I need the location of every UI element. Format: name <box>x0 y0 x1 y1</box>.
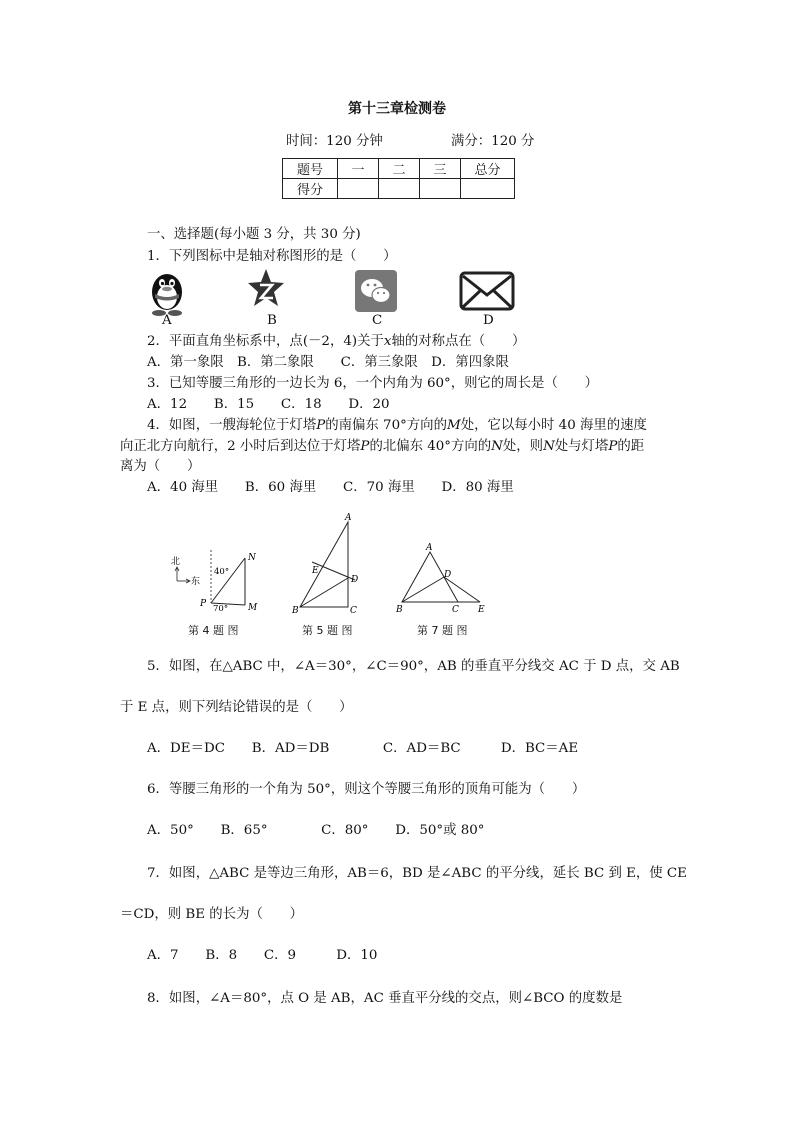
figure-7-caption: 第 7 题 图 <box>417 624 468 637</box>
point-label: P <box>316 418 326 433</box>
question-7-options: A．7 B．8 C．9 D．10 <box>147 948 378 963</box>
question-4-line-1 <box>147 414 647 433</box>
q4-text: 处，则 <box>502 439 544 454</box>
score-input-cell[interactable] <box>338 179 379 199</box>
question-5-line-2: 于 E 点，则下列结论错误的是（ ） <box>120 700 353 715</box>
point-a-label: A <box>426 543 433 553</box>
angle-70-label: 70° <box>213 604 229 614</box>
question-3-options: A．12 B．15 C．18 D．20 <box>147 397 390 412</box>
q4-text: 处与灯塔 <box>554 439 609 454</box>
page-title: 第十三章检测卷 <box>348 101 446 117</box>
table-cell: 得分 <box>283 179 338 199</box>
figure-7 <box>392 540 492 615</box>
question-4-line-2 <box>120 435 644 454</box>
figure-5 <box>288 512 368 617</box>
figure-5-caption: 第 5 题 图 <box>302 624 353 637</box>
point-e-label: E <box>312 566 319 576</box>
score-input-cell[interactable] <box>461 179 515 199</box>
table-cell: 二 <box>379 159 420 179</box>
east-label: 东 <box>191 577 201 587</box>
wechat-icon <box>355 270 397 312</box>
question-8-line-1: 8．如图，∠A＝80°，点 O 是 AB，AC 垂直平分线的交点，则∠BCO 的度数是 <box>147 991 623 1006</box>
question-7-line-2: ＝CD，则 BE 的长为（ ） <box>120 907 304 922</box>
score-table-header-row <box>283 159 515 179</box>
question-6-options: A．50° B．65° C．80° D．50°或 80° <box>147 823 485 838</box>
point-d-label: D <box>444 570 452 580</box>
question-5-options: A．DE＝DC B．AD＝DB C．AD＝BC D．BC＝AE <box>147 741 579 756</box>
table-cell: 三 <box>420 159 461 179</box>
question-3: 3．已知等腰三角形的一边长为 6，一个内角为 60°，则它的周长是（ ） <box>147 376 599 391</box>
point-label: P <box>608 439 618 454</box>
point-e-label: E <box>478 605 485 615</box>
option-a-label: A <box>162 313 172 328</box>
qzone-star-icon <box>247 268 285 310</box>
q4-text: 处，它以每小时 40 海里的速度 <box>460 418 647 433</box>
option-b-label: B <box>267 313 277 328</box>
point-c-label: C <box>452 605 459 615</box>
score-input-cell[interactable] <box>379 179 420 199</box>
exam-time: 时间：120 分钟 <box>286 134 383 149</box>
question-2 <box>147 330 525 349</box>
question-2-text: 轴的对称点在（ ） <box>391 334 526 349</box>
score-input-cell[interactable] <box>420 179 461 199</box>
q4-text: 向正北方向航行，2 小时后到达位于灯塔 <box>120 439 361 454</box>
figure-4-caption: 第 4 题 图 <box>188 624 239 637</box>
point-a-label: A <box>345 513 352 523</box>
question-1: 1．下列图标中是轴对称图形的是（ ） <box>147 249 397 264</box>
point-label: N <box>543 439 555 454</box>
angle-40-label: 40° <box>214 567 230 577</box>
north-label: 北 <box>171 557 181 567</box>
point-d-label: D <box>351 575 359 585</box>
mail-envelope-icon <box>459 271 515 311</box>
table-cell: 总分 <box>461 159 515 179</box>
variable: x <box>383 334 392 349</box>
point-n-label: N <box>248 553 256 563</box>
question-2-options: A．第一象限 B．第二象限 C．第三象限 D．第四象限 <box>147 355 509 370</box>
question-4-line-3: 离为（ ） <box>120 459 201 474</box>
q4-text: 的距 <box>617 439 645 454</box>
q4-text: 的北偏东 40°方向的 <box>369 439 492 454</box>
q4-text: 的南偏东 70°方向的 <box>325 418 447 433</box>
full-score: 满分：120 分 <box>451 134 535 149</box>
question-5-line-1: 5．如图，在△ABC 中，∠A＝30°，∠C＝90°，AB 的垂直平分线交 AC 于 D 点，交 AB <box>147 659 680 674</box>
point-c-label: C <box>350 606 357 616</box>
point-m-label: M <box>248 603 258 613</box>
point-b-label: B <box>396 605 403 615</box>
option-c-label: C <box>372 313 383 328</box>
section-heading: 一、选择题(每小题 3 分，共 30 分) <box>147 227 361 242</box>
score-table <box>282 158 515 199</box>
point-label: M <box>446 418 461 433</box>
point-label: N <box>491 439 503 454</box>
option-d-label: D <box>483 313 494 328</box>
point-b-label: B <box>292 606 299 616</box>
question-6: 6．等腰三角形的一个角为 50°，则这个等腰三角形的顶角可能为（ ） <box>147 782 586 797</box>
qq-penguin-icon <box>147 268 187 316</box>
q4-text: 4．如图，一艘海轮位于灯塔 <box>147 418 317 433</box>
table-cell: 一 <box>338 159 379 179</box>
question-4-options: A．40 海里 B．60 海里 C．70 海里 D．80 海里 <box>147 480 514 495</box>
question-7-line-1: 7．如图，△ABC 是等边三角形，AB＝6，BD 是∠ABC 的平分线，延长 BC 到 E，使 CE <box>147 866 687 881</box>
point-p-label: P <box>200 599 207 609</box>
table-cell: 题号 <box>283 159 338 179</box>
figure-4 <box>165 548 270 618</box>
point-label: P <box>360 439 370 454</box>
question-2-text: 2．平面直角坐标系中，点(－2，4)关于 <box>147 334 384 349</box>
score-table-score-row <box>283 179 515 199</box>
